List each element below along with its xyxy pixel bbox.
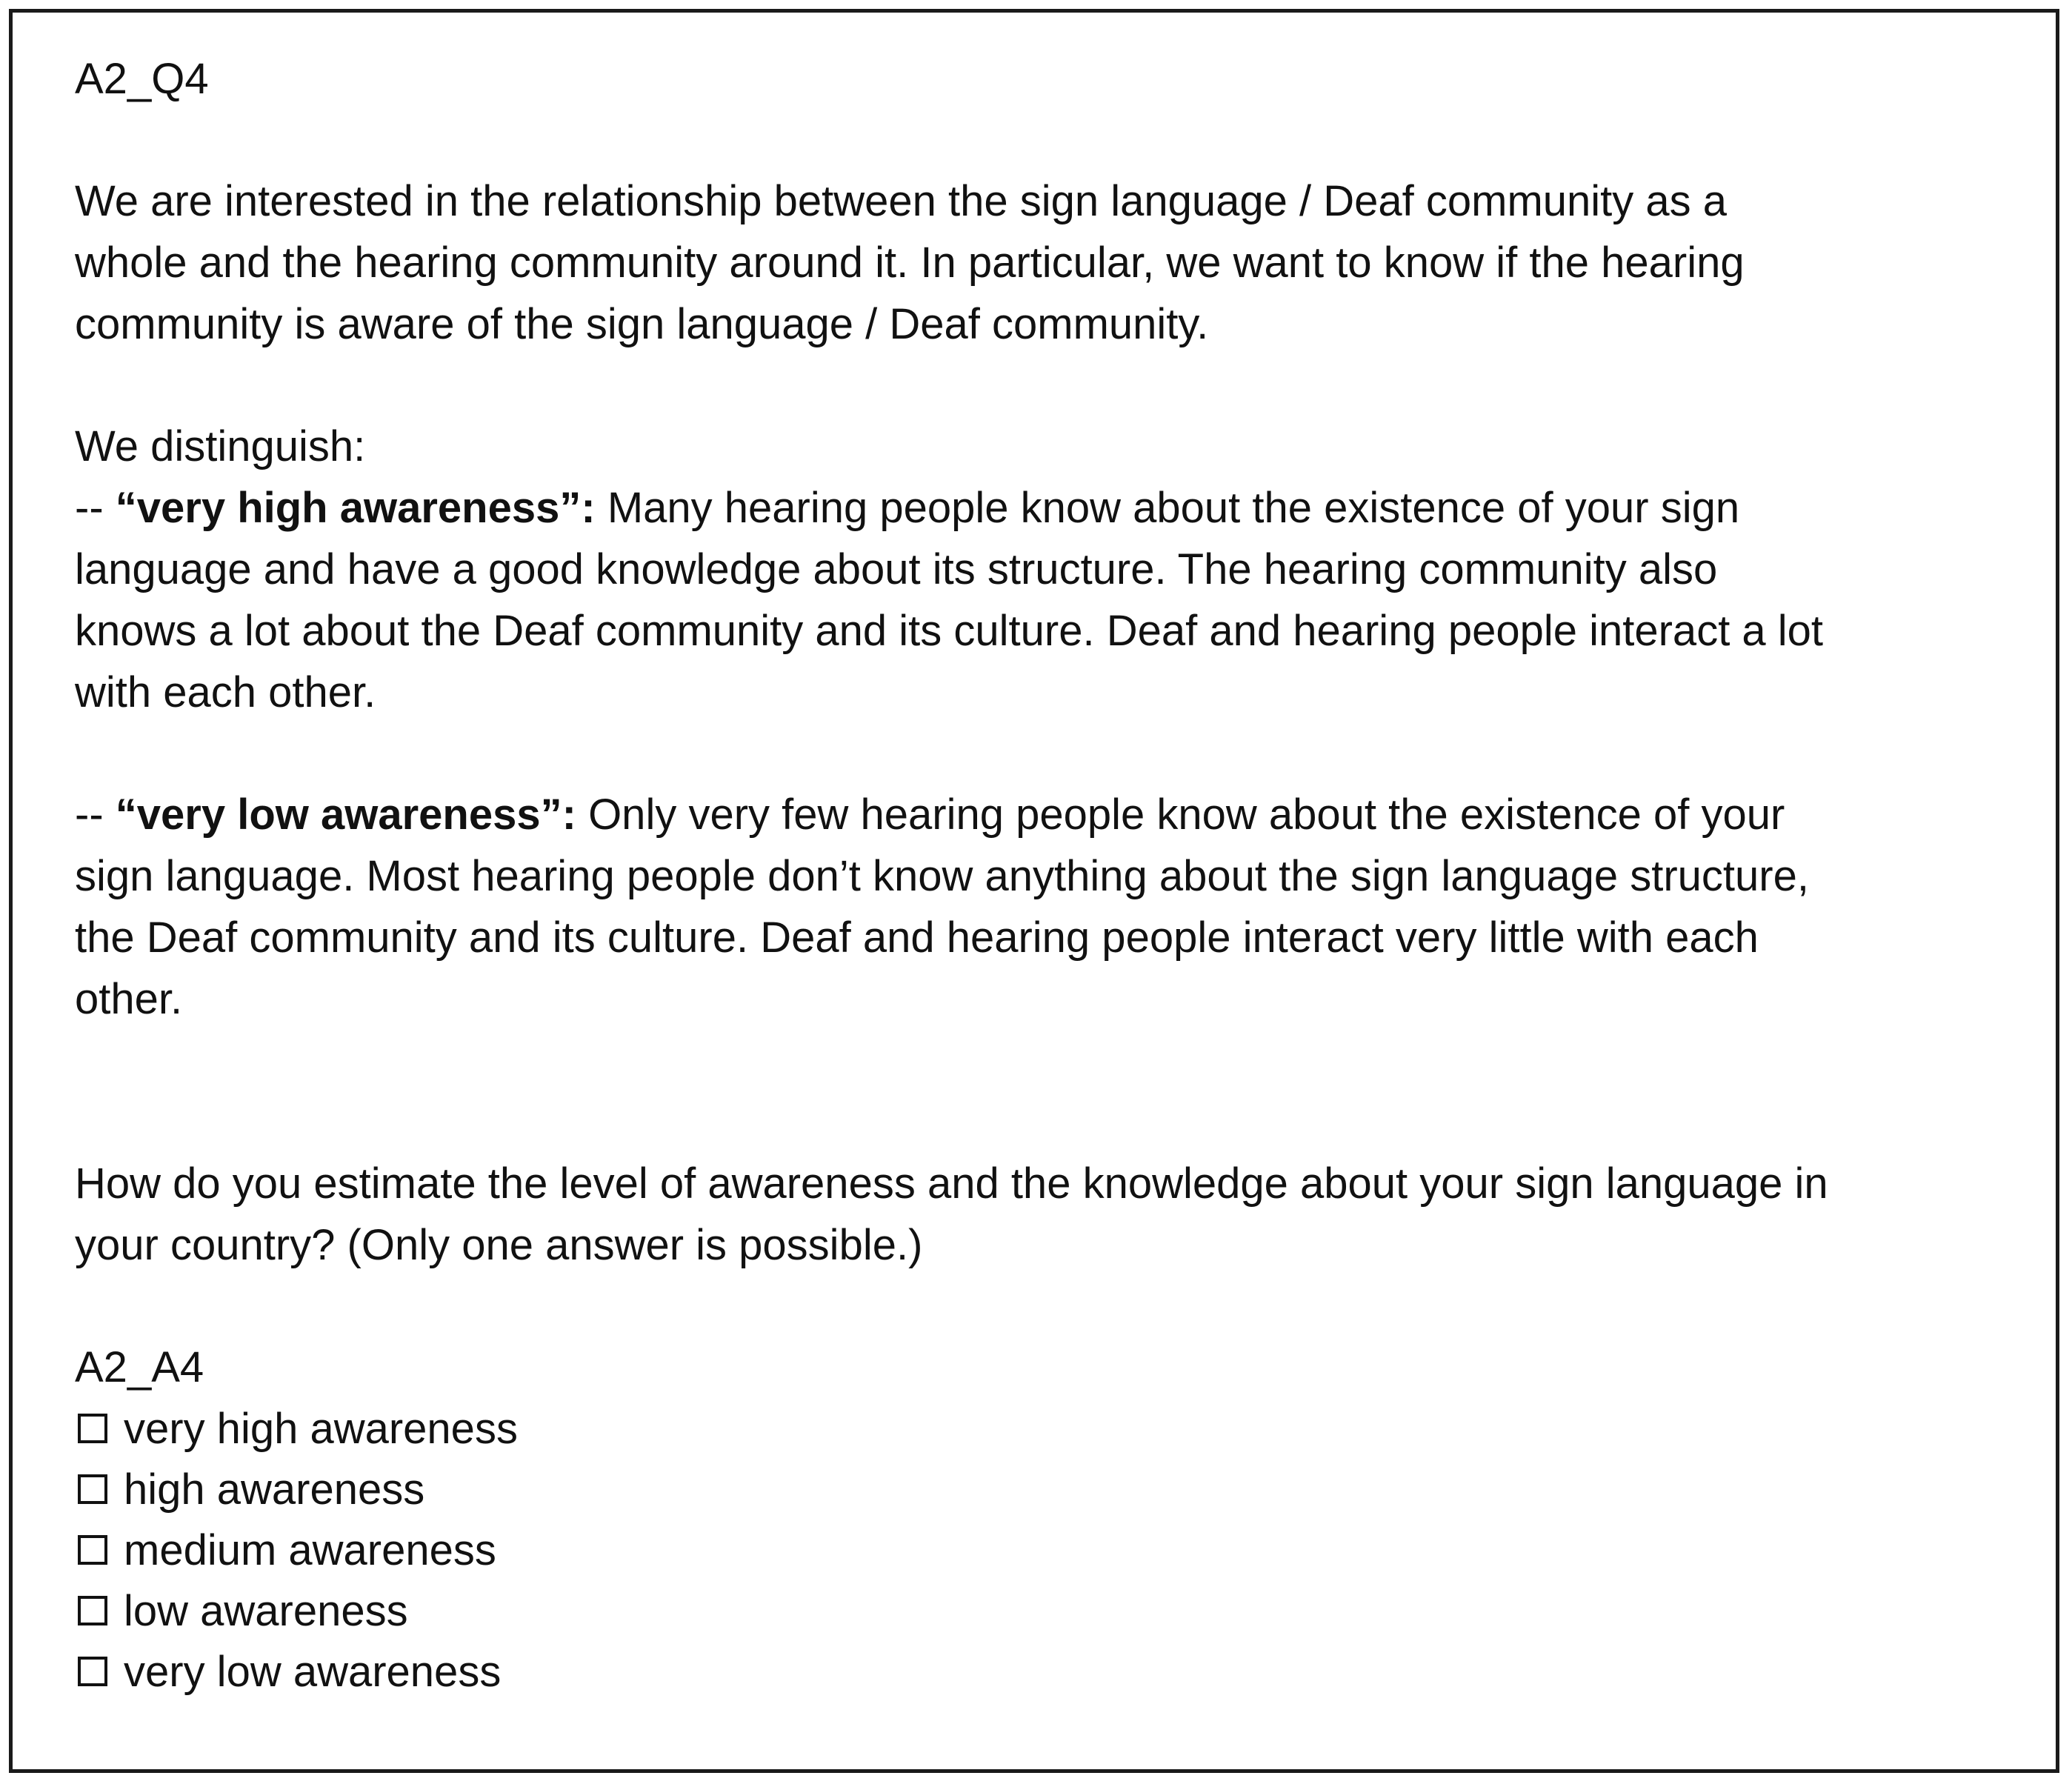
checkbox-icon[interactable] [78, 1474, 107, 1504]
answer-id: A2_A4 [75, 1343, 204, 1391]
low-awareness-definition [75, 784, 2031, 1030]
option-medium-awareness[interactable] [75, 1520, 2031, 1580]
distinguish-heading: We distinguish: [75, 422, 366, 470]
question-box [9, 9, 2059, 1773]
definitions-section [75, 416, 2031, 723]
option-very-low-awareness[interactable] [75, 1641, 2031, 1702]
definition-text: the Deaf community and its culture. Deaf and hearing people interact very little with each [75, 914, 1759, 962]
high-awareness-definition-line [75, 477, 2031, 539]
intro-paragraph [75, 170, 2031, 355]
option-label: high awareness [124, 1465, 425, 1514]
low-awareness-definition-line [75, 784, 2031, 845]
intro-line: We are interested in the relationship between the sign language / Deaf community as a [75, 177, 1728, 225]
definition-text: sign language. Most hearing people don’t know anything about the sign language structure, [75, 852, 1809, 900]
option-high-awareness[interactable] [75, 1459, 2031, 1520]
definition-text: knows a lot about the Deaf community and its culture. Deaf and hearing people interact a lot [75, 607, 1824, 655]
option-low-awareness[interactable] [75, 1580, 2031, 1641]
definition-prefix: -- [75, 484, 116, 532]
definition-text: language and have a good knowledge about its structure. The hearing community also [75, 545, 1718, 593]
option-very-high-awareness[interactable] [75, 1398, 2031, 1459]
checkbox-icon[interactable] [78, 1596, 107, 1625]
intro-line: community is aware of the sign language / Deaf community. [75, 300, 1209, 348]
definition-text: other. [75, 975, 183, 1023]
high-awareness-term: “very high awareness”: [115, 484, 596, 532]
question-id: A2_Q4 [75, 55, 209, 103]
question-content [75, 48, 2031, 1702]
low-awareness-term: “very low awareness”: [115, 791, 576, 839]
checkbox-icon[interactable] [78, 1657, 107, 1686]
definition-text: Only very few hearing people know about the existence of your [576, 791, 1785, 839]
definition-text: Many hearing people know about the existence of your sign [595, 484, 1740, 532]
option-label: medium awareness [124, 1525, 496, 1574]
definition-prefix: -- [75, 791, 116, 839]
option-label: very low awareness [124, 1647, 502, 1696]
checkbox-icon[interactable] [78, 1414, 107, 1443]
question-line: How do you estimate the level of awareness and the knowledge about your sign language in [75, 1159, 1828, 1208]
definition-text: with each other. [75, 668, 376, 716]
intro-line: whole and the hearing community around it. In particular, we want to know if the hearing [75, 239, 1745, 287]
option-label: low awareness [124, 1586, 408, 1635]
checkbox-icon[interactable] [78, 1535, 107, 1565]
question-text [75, 1153, 2031, 1276]
question-line: your country? (Only one answer is possible.) [75, 1221, 923, 1269]
answer-section [75, 1337, 2031, 1702]
option-label: very high awareness [124, 1404, 518, 1453]
